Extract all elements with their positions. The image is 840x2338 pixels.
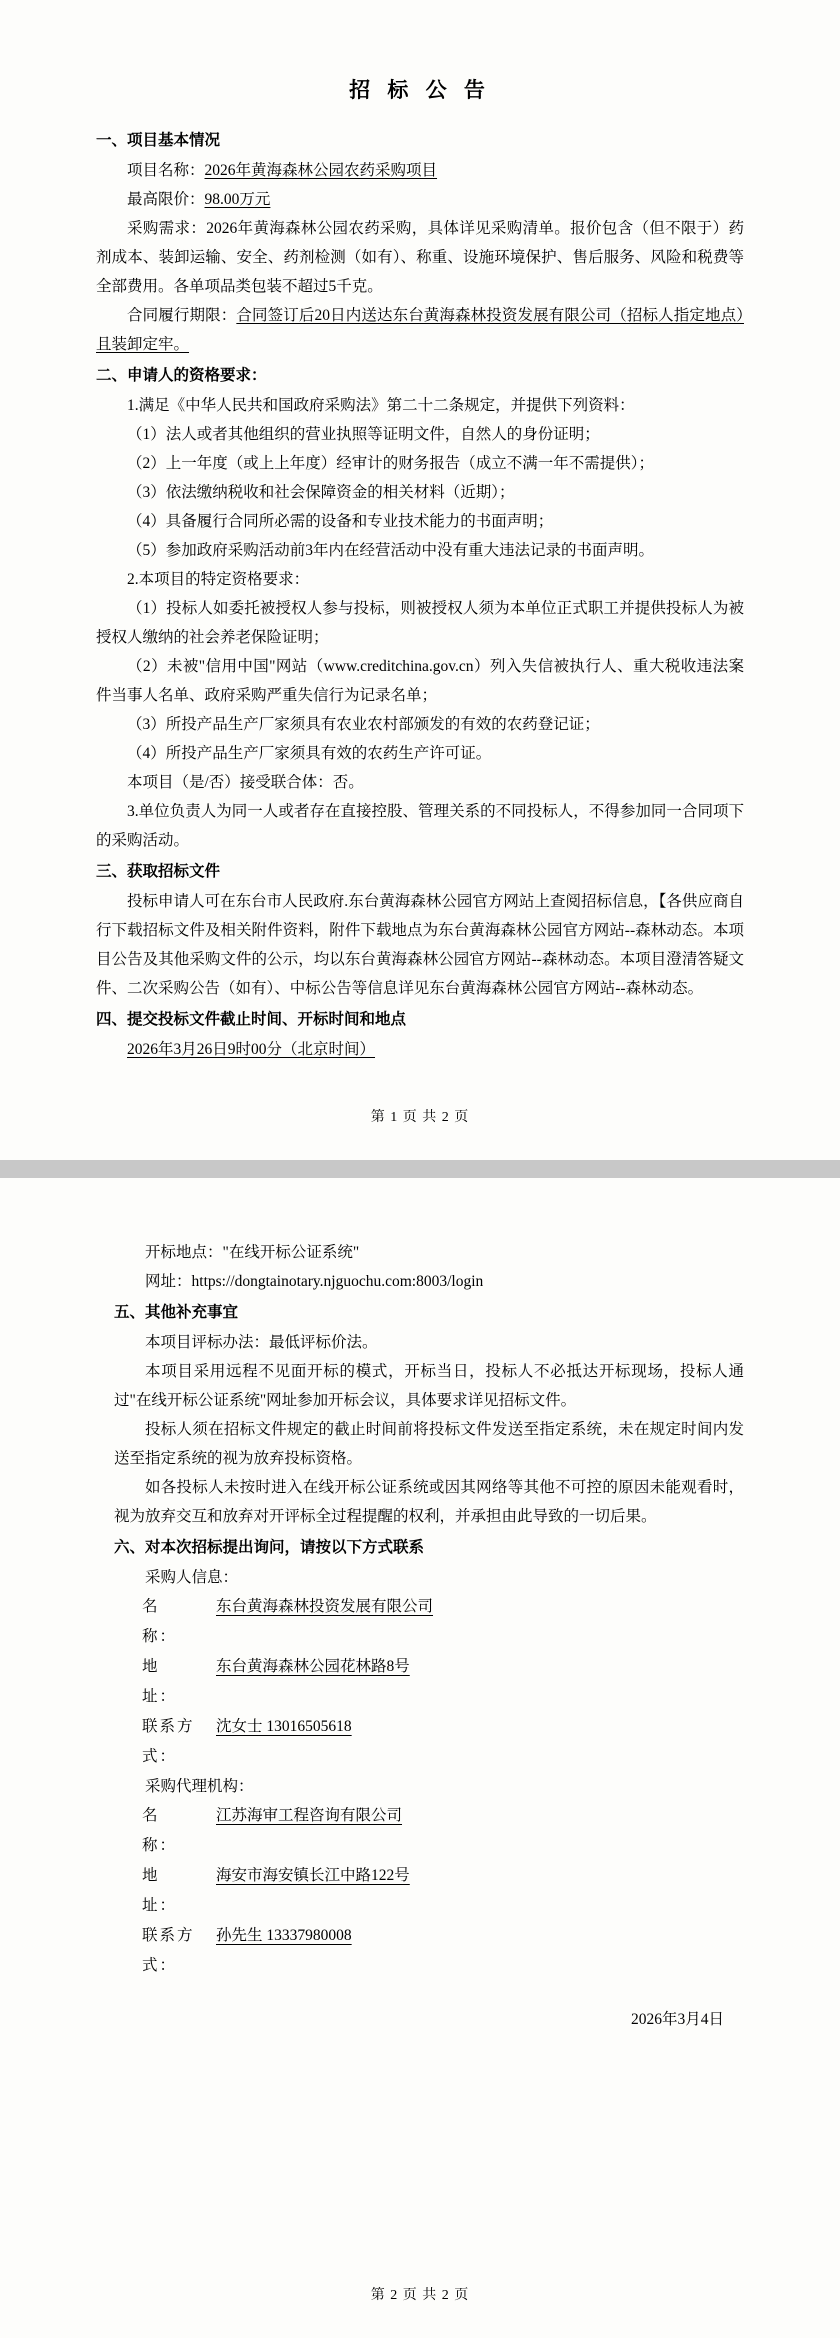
demand-paragraph	[96, 214, 744, 301]
requirement-item-2-sub-4: （4）所投产品生产厂家须具有效的农药生产许可证。	[127, 745, 492, 762]
requirement-item-3: 3.单位负责人为同一人或者存在直接控股、管理关系的不同投标人，不得参加同一合同项下的采购活动。	[96, 803, 744, 849]
requirement-item-1-sub-2: （2）上一年度（或上上年度）经审计的财务报告（成立不满一年不需提供）；	[127, 455, 655, 472]
document-page-1	[0, 0, 840, 1160]
section-5-paragraph-1: 本项目采用远程不见面开标的模式，开标当日，投标人不必抵达开标现场，投标人通过"在线开标公证系统"网址参加开标会议，具体要求详见招标文件。	[114, 1363, 744, 1409]
page-title: 招 标 公 告	[349, 78, 491, 102]
joint-bid-line: 本项目（是/否）接受联合体：否。	[127, 774, 364, 791]
max-price-value: 98.00万元	[204, 191, 271, 208]
contract-term-label: 合同履行期限：	[127, 307, 237, 324]
max-price-label: 最高限价：	[127, 191, 205, 208]
section-heading-5: 五、其他补充事宜	[114, 1304, 239, 1321]
agent-contact-label: 联系方式：	[142, 1927, 195, 1974]
project-name-line	[96, 156, 744, 185]
section-3-body: 投标申请人可在东台市人民政府.东台黄海森林公园官方网站上查阅招标信息，【各供应商自行下载招标文件及相关附件资料，附件下载地点为东台黄海森林公园官方网站--森林动态。本项目公告及其他采购文件的公示，均以东台黄海森林公园官方网站--森林动态。本项目澄清答疑文件、二次采购公告（如有）、中标公告等信息详见东台黄海森林公园官方网站--森林动态。	[96, 893, 744, 997]
agent-name-label: 名 称：	[142, 1807, 195, 1854]
requirement-item-1-sub-1: （1）法人或者其他组织的营业执照等证明文件，自然人的身份证明；	[127, 426, 600, 443]
page-1-footer: 第 1 页 共 2 页	[370, 1110, 470, 1125]
buyer-address-value: 东台黄海森林公园花林路8号	[216, 1658, 410, 1675]
issue-date: 2026年3月4日	[630, 2011, 724, 2028]
buyer-contact-value: 沈女士 13016505618	[216, 1718, 352, 1735]
buyer-name-row	[142, 1592, 744, 1652]
agent-name-row	[142, 1801, 744, 1861]
requirement-item-2-sub-1: （1）投标人如委托被授权人参与投标，则被授权人须为本单位正式职工并提供投标人为被授权人缴纳的社会养老保险证明；	[96, 600, 744, 646]
agent-contact-row	[142, 1921, 744, 1981]
bid-opening-url-line	[114, 1267, 744, 1296]
requirement-item-2-sub-2: （2）未被"信用中国"网站（www.creditchina.gov.cn）列入失信被执行人、重大税收违法案件当事人名单、政府采购严重失信行为记录名单；	[96, 658, 744, 704]
max-price-line	[96, 185, 744, 214]
contract-term-paragraph	[96, 301, 744, 359]
document-page-2	[0, 1178, 840, 2338]
buyer-name-value: 东台黄海森林投资发展有限公司	[216, 1598, 434, 1615]
buyer-name-label: 名 称：	[142, 1598, 195, 1645]
agent-name-value: 江苏海审工程咨询有限公司	[216, 1807, 403, 1824]
section-heading-2: 二、申请人的资格要求：	[96, 367, 267, 384]
bid-opening-place-line	[114, 1238, 744, 1267]
buyer-address-label: 地 址：	[142, 1658, 195, 1705]
project-name-label: 项目名称：	[127, 162, 205, 179]
bid-opening-place-value: "在线开标公证系统"	[222, 1244, 360, 1261]
buyer-address-row	[142, 1652, 744, 1712]
agent-info-title: 采购代理机构：	[145, 1778, 254, 1795]
section-heading-6: 六、对本次招标提出询问，请按以下方式联系	[114, 1539, 425, 1556]
page-2-footer: 第 2 页 共 2 页	[370, 2288, 470, 2303]
agent-address-value: 海安市海安镇长江中路122号	[216, 1867, 410, 1884]
submission-deadline: 2026年3月26日9时00分（北京时间）	[127, 1041, 376, 1058]
requirement-item-2: 2.本项目的特定资格要求：	[127, 571, 310, 588]
section-heading-4: 四、提交投标文件截止时间、开标时间和地点	[96, 1011, 407, 1028]
bid-opening-url-label: 网址：	[145, 1273, 192, 1290]
project-name-value: 2026年黄海森林公园农药采购项目	[204, 162, 438, 179]
bid-opening-place-label: 开标地点：	[145, 1244, 223, 1261]
requirement-item-1-sub-4: （4）具备履行合同所必需的设备和专业技术能力的书面声明；	[127, 513, 554, 530]
agent-address-row	[142, 1861, 744, 1921]
bid-opening-url-value: https://dongtainotary.njguochu.com:8003/login	[191, 1273, 484, 1290]
requirement-item-1-sub-5: （5）参加政府采购活动前3年内在经营活动中没有重大违法记录的书面声明。	[127, 542, 655, 559]
evaluation-method: 本项目评标办法：最低评标价法。	[145, 1334, 378, 1351]
section-heading-1: 一、项目基本情况	[96, 132, 221, 149]
contract-term-value: 合同签订后20日内送达东台黄海森林投资发展有限公司（招标人指定地点）且装卸定牢。	[96, 307, 744, 353]
section-5-paragraph-2: 投标人须在招标文件规定的截止时间前将投标文件发送至指定系统，未在规定时间内发送至指定系统的视为放弃投标资格。	[114, 1421, 744, 1467]
demand-label: 采购需求：	[127, 220, 207, 237]
demand-text: 2026年黄海森林公园农药采购，具体详见采购清单。报价包含（但不限于）药剂成本、装卸运输、安全、药剂检测（如有）、称重、设施环境保护、售后服务、风险和税费等全部费用。各单项品类包装不超过5千克。	[96, 220, 744, 295]
section-5-paragraph-3: 如各投标人未按时进入在线开标公证系统或因其网络等其他不可控的原因未能观看时，视为放弃交互和放弃对开评标全过程提醒的权利，并承担由此导致的一切后果。	[114, 1479, 744, 1525]
agent-address-label: 地 址：	[142, 1867, 195, 1914]
buyer-info-title: 采购人信息：	[145, 1569, 239, 1586]
section-heading-3: 三、获取招标文件	[96, 863, 221, 880]
requirement-item-2-sub-3: （3）所投产品生产厂家须具有农业农村部颁发的有效的农药登记证；	[127, 716, 600, 733]
requirement-item-1: 1.满足《中华人民共和国政府采购法》第二十二条规定，并提供下列资料：	[127, 397, 635, 414]
buyer-contact-label: 联系方式：	[142, 1718, 195, 1765]
agent-contact-value: 孙先生 13337980008	[216, 1927, 352, 1944]
requirement-item-1-sub-3: （3）依法缴纳税收和社会保障资金的相关材料（近期）；	[127, 484, 515, 501]
buyer-contact-row	[142, 1712, 744, 1772]
